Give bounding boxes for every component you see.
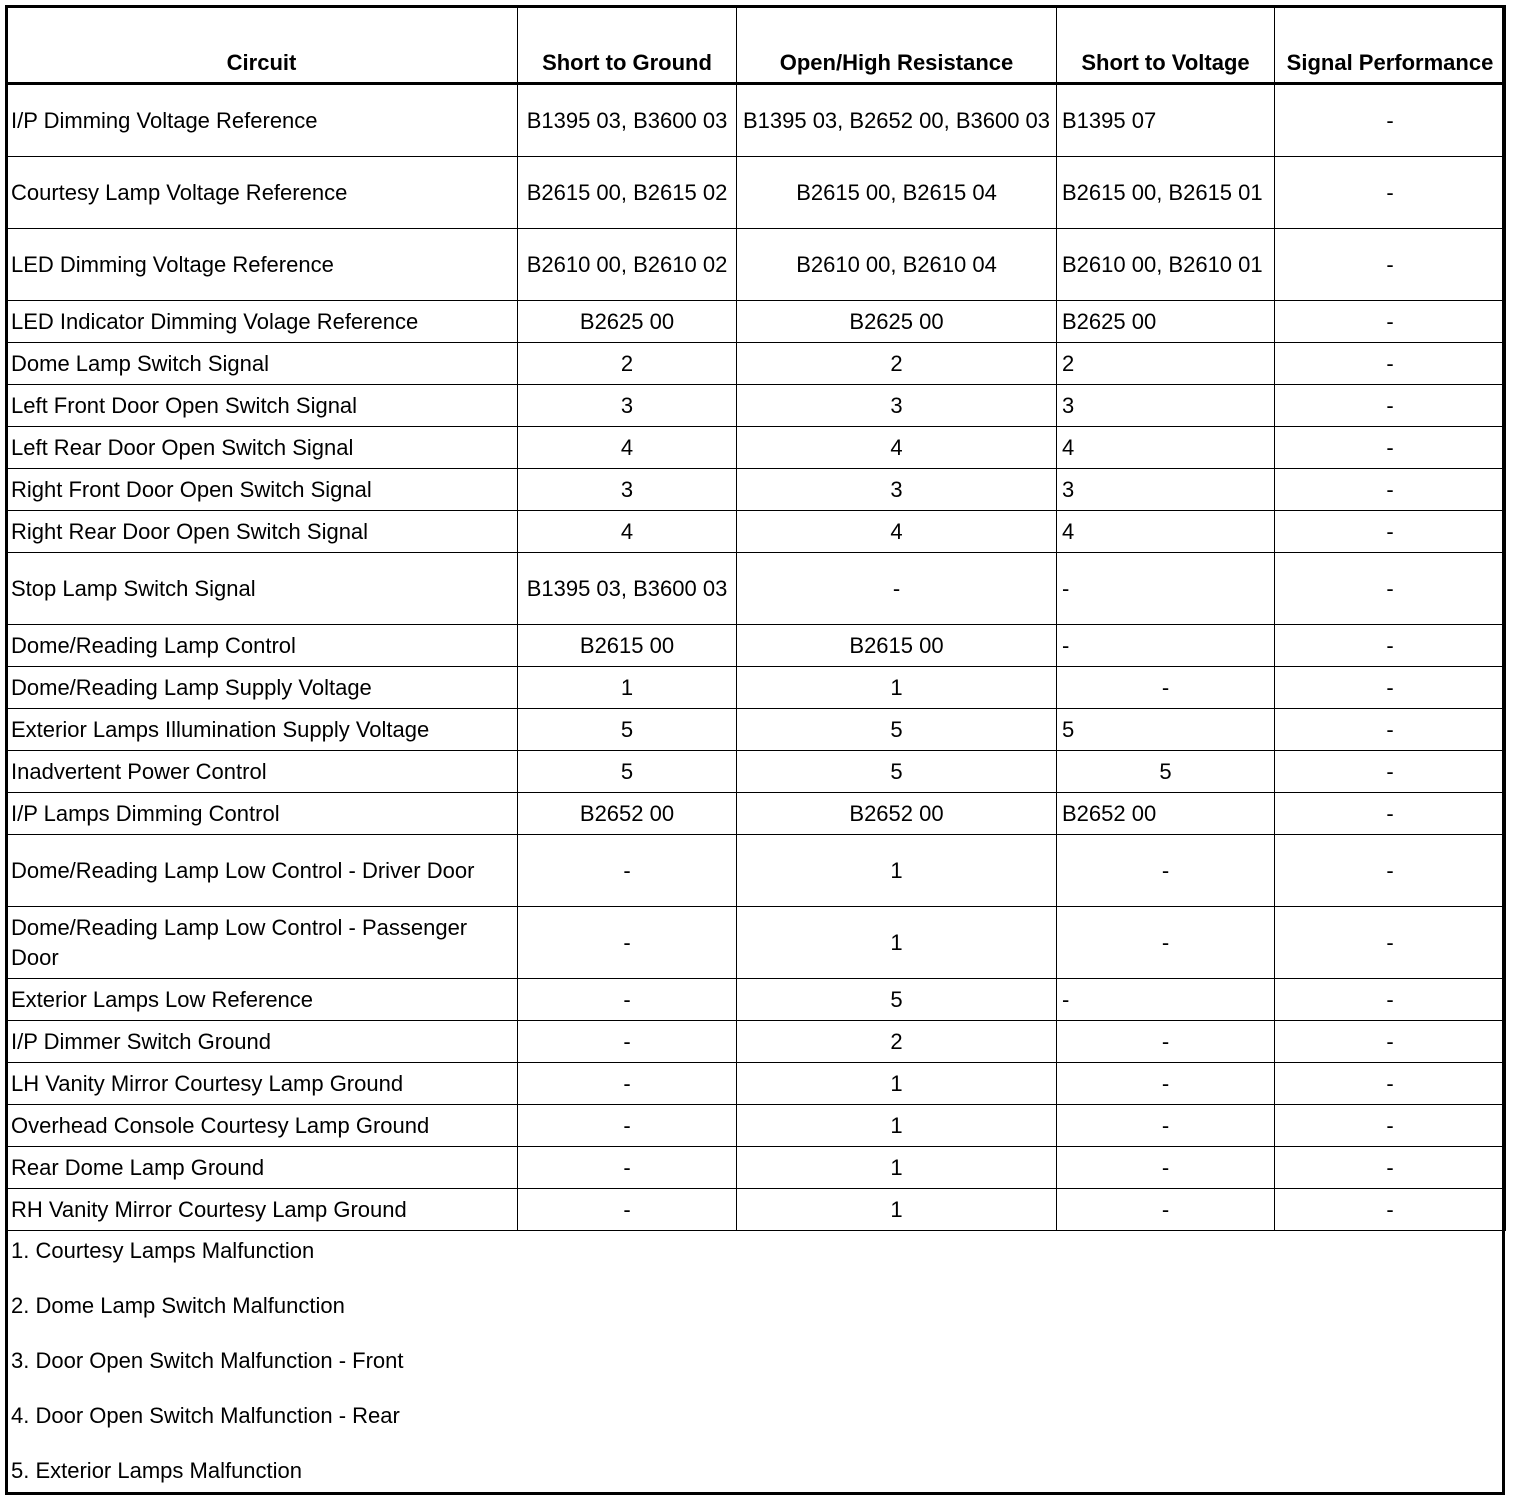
table-row: [6, 979, 1506, 1021]
cell-circuit: Dome/Reading Lamp Supply Voltage: [6, 667, 518, 709]
cell-open-high-resistance: 2: [737, 1021, 1057, 1063]
cell-short-to-ground: 4: [518, 511, 737, 553]
cell-short-to-voltage: 5: [1057, 709, 1275, 751]
table-row: [6, 751, 1506, 793]
cell-short-to-ground: 2: [518, 343, 737, 385]
cell-circuit: Exterior Lamps Low Reference: [6, 979, 518, 1021]
footnote-item: 3. Door Open Switch Malfunction - Front: [11, 1348, 404, 1373]
cell-short-to-ground: 1: [518, 667, 737, 709]
cell-open-high-resistance: B2610 00, B2610 04: [737, 229, 1057, 301]
cell-short-to-voltage: 3: [1057, 385, 1275, 427]
cell-signal-performance: -: [1275, 1189, 1506, 1231]
table-row: [6, 511, 1506, 553]
cell-short-to-voltage: B2615 00, B2615 01: [1057, 157, 1275, 229]
table-row: [6, 793, 1506, 835]
table-row: [6, 157, 1506, 229]
cell-signal-performance: -: [1275, 835, 1506, 907]
cell-short-to-ground: -: [518, 1189, 737, 1231]
cell-open-high-resistance: 1: [737, 907, 1057, 979]
cell-open-high-resistance: 5: [737, 709, 1057, 751]
table-row: [6, 625, 1506, 667]
cell-short-to-ground: -: [518, 1063, 737, 1105]
cell-signal-performance: -: [1275, 427, 1506, 469]
cell-signal-performance: -: [1275, 667, 1506, 709]
cell-signal-performance: -: [1275, 301, 1506, 343]
table-row: [6, 427, 1506, 469]
table-row: [6, 835, 1506, 907]
cell-short-to-voltage: -: [1057, 1063, 1275, 1105]
cell-signal-performance: -: [1275, 1105, 1506, 1147]
cell-signal-performance: -: [1275, 625, 1506, 667]
cell-circuit: I/P Dimmer Switch Ground: [6, 1021, 518, 1063]
cell-short-to-ground: B2615 00, B2615 02: [518, 157, 737, 229]
cell-open-high-resistance: -: [737, 553, 1057, 625]
cell-short-to-ground: 5: [518, 709, 737, 751]
cell-short-to-ground: 3: [518, 469, 737, 511]
header-row: [6, 6, 1506, 84]
cell-circuit: RH Vanity Mirror Courtesy Lamp Ground: [6, 1189, 518, 1231]
cell-short-to-voltage: B2652 00: [1057, 793, 1275, 835]
cell-signal-performance: -: [1275, 1021, 1506, 1063]
cell-short-to-voltage: -: [1057, 1147, 1275, 1189]
cell-short-to-ground: -: [518, 907, 737, 979]
cell-short-to-ground: -: [518, 979, 737, 1021]
cell-open-high-resistance: 1: [737, 1189, 1057, 1231]
cell-short-to-ground: 5: [518, 751, 737, 793]
table-row: [6, 1105, 1506, 1147]
cell-signal-performance: -: [1275, 469, 1506, 511]
cell-short-to-voltage: -: [1057, 979, 1275, 1021]
cell-short-to-ground: 3: [518, 385, 737, 427]
cell-signal-performance: -: [1275, 1063, 1506, 1105]
cell-open-high-resistance: 4: [737, 427, 1057, 469]
cell-signal-performance: -: [1275, 793, 1506, 835]
cell-short-to-voltage: B1395 07: [1057, 84, 1275, 157]
cell-short-to-ground: -: [518, 835, 737, 907]
cell-circuit: LED Dimming Voltage Reference: [6, 229, 518, 301]
footnotes: [11, 1236, 1491, 1511]
cell-open-high-resistance: 3: [737, 469, 1057, 511]
cell-open-high-resistance: 2: [737, 343, 1057, 385]
cell-signal-performance: -: [1275, 907, 1506, 979]
cell-signal-performance: -: [1275, 229, 1506, 301]
table-row: [6, 553, 1506, 625]
cell-circuit: Rear Dome Lamp Ground: [6, 1147, 518, 1189]
table-row: [6, 469, 1506, 511]
table-row: [6, 1063, 1506, 1105]
footnote-item: 4. Door Open Switch Malfunction - Rear: [11, 1403, 400, 1428]
cell-circuit: Overhead Console Courtesy Lamp Ground: [6, 1105, 518, 1147]
cell-open-high-resistance: 1: [737, 1147, 1057, 1189]
table-row: [6, 84, 1506, 157]
footnote-item: 2. Dome Lamp Switch Malfunction: [11, 1293, 345, 1318]
cell-circuit: I/P Lamps Dimming Control: [6, 793, 518, 835]
cell-circuit: Stop Lamp Switch Signal: [6, 553, 518, 625]
footnote-item: 5. Exterior Lamps Malfunction: [11, 1458, 303, 1483]
cell-signal-performance: -: [1275, 84, 1506, 157]
cell-open-high-resistance: 5: [737, 979, 1057, 1021]
cell-signal-performance: -: [1275, 1147, 1506, 1189]
cell-short-to-voltage: -: [1057, 625, 1275, 667]
cell-short-to-voltage: 4: [1057, 511, 1275, 553]
cell-circuit: LH Vanity Mirror Courtesy Lamp Ground: [6, 1063, 518, 1105]
cell-signal-performance: -: [1275, 385, 1506, 427]
cell-open-high-resistance: B2652 00: [737, 793, 1057, 835]
cell-short-to-ground: -: [518, 1105, 737, 1147]
table-row: [6, 1189, 1506, 1231]
cell-short-to-ground: -: [518, 1021, 737, 1063]
header-open-high-resistance: Open/High Resistance: [737, 6, 1057, 84]
cell-open-high-resistance: 4: [737, 511, 1057, 553]
cell-short-to-ground: B2652 00: [518, 793, 737, 835]
cell-short-to-voltage: 5: [1057, 751, 1275, 793]
cell-short-to-voltage: -: [1057, 1105, 1275, 1147]
cell-open-high-resistance: 5: [737, 751, 1057, 793]
cell-signal-performance: -: [1275, 979, 1506, 1021]
cell-circuit: Courtesy Lamp Voltage Reference: [6, 157, 518, 229]
circuit-diagnostic-table: [5, 5, 1506, 1231]
cell-open-high-resistance: B2625 00: [737, 301, 1057, 343]
cell-open-high-resistance: 1: [737, 667, 1057, 709]
cell-signal-performance: -: [1275, 511, 1506, 553]
cell-circuit: Dome Lamp Switch Signal: [6, 343, 518, 385]
header-short-to-voltage: Short to Voltage: [1057, 6, 1275, 84]
table-row: [6, 709, 1506, 751]
cell-open-high-resistance: 1: [737, 1105, 1057, 1147]
header-short-to-ground: Short to Ground: [518, 6, 737, 84]
table-row: [6, 229, 1506, 301]
cell-circuit: I/P Dimming Voltage Reference: [6, 84, 518, 157]
cell-signal-performance: -: [1275, 553, 1506, 625]
cell-circuit: Inadvertent Power Control: [6, 751, 518, 793]
cell-signal-performance: -: [1275, 157, 1506, 229]
cell-short-to-voltage: 2: [1057, 343, 1275, 385]
cell-short-to-ground: B2615 00: [518, 625, 737, 667]
cell-circuit: Right Rear Door Open Switch Signal: [6, 511, 518, 553]
cell-signal-performance: -: [1275, 343, 1506, 385]
cell-open-high-resistance: B2615 00, B2615 04: [737, 157, 1057, 229]
cell-circuit: Dome/Reading Lamp Control: [6, 625, 518, 667]
footnote-item: 1. Courtesy Lamps Malfunction: [11, 1238, 315, 1263]
cell-short-to-ground: B2625 00: [518, 301, 737, 343]
cell-signal-performance: -: [1275, 709, 1506, 751]
table-row: [6, 667, 1506, 709]
cell-short-to-voltage: -: [1057, 907, 1275, 979]
cell-short-to-ground: -: [518, 1147, 737, 1189]
cell-open-high-resistance: 1: [737, 1063, 1057, 1105]
cell-short-to-voltage: 4: [1057, 427, 1275, 469]
cell-short-to-voltage: -: [1057, 667, 1275, 709]
cell-circuit: LED Indicator Dimming Volage Reference: [6, 301, 518, 343]
cell-circuit: Left Front Door Open Switch Signal: [6, 385, 518, 427]
cell-circuit: Dome/Reading Lamp Low Control - Passenger Door: [6, 907, 518, 979]
cell-open-high-resistance: 3: [737, 385, 1057, 427]
cell-short-to-ground: 4: [518, 427, 737, 469]
cell-short-to-ground: B1395 03, B3600 03: [518, 84, 737, 157]
table-row: [6, 907, 1506, 979]
cell-open-high-resistance: B1395 03, B2652 00, B3600 03: [737, 84, 1057, 157]
cell-short-to-voltage: B2625 00: [1057, 301, 1275, 343]
table-row: [6, 343, 1506, 385]
cell-short-to-voltage: -: [1057, 553, 1275, 625]
cell-short-to-ground: B2610 00, B2610 02: [518, 229, 737, 301]
header-signal-performance: Signal Performance: [1275, 6, 1506, 84]
table-row: [6, 301, 1506, 343]
cell-short-to-voltage: -: [1057, 1189, 1275, 1231]
cell-short-to-voltage: -: [1057, 835, 1275, 907]
cell-open-high-resistance: B2615 00: [737, 625, 1057, 667]
header-circuit: Circuit: [6, 6, 518, 84]
cell-signal-performance: -: [1275, 751, 1506, 793]
cell-short-to-voltage: B2610 00, B2610 01: [1057, 229, 1275, 301]
cell-short-to-voltage: -: [1057, 1021, 1275, 1063]
cell-short-to-ground: B1395 03, B3600 03: [518, 553, 737, 625]
cell-circuit: Right Front Door Open Switch Signal: [6, 469, 518, 511]
cell-circuit: Exterior Lamps Illumination Supply Voltage: [6, 709, 518, 751]
cell-short-to-voltage: 3: [1057, 469, 1275, 511]
table-row: [6, 1147, 1506, 1189]
cell-open-high-resistance: 1: [737, 835, 1057, 907]
table-row: [6, 385, 1506, 427]
table-row: [6, 1021, 1506, 1063]
cell-circuit: Left Rear Door Open Switch Signal: [6, 427, 518, 469]
cell-circuit: Dome/Reading Lamp Low Control - Driver Door: [6, 835, 518, 907]
